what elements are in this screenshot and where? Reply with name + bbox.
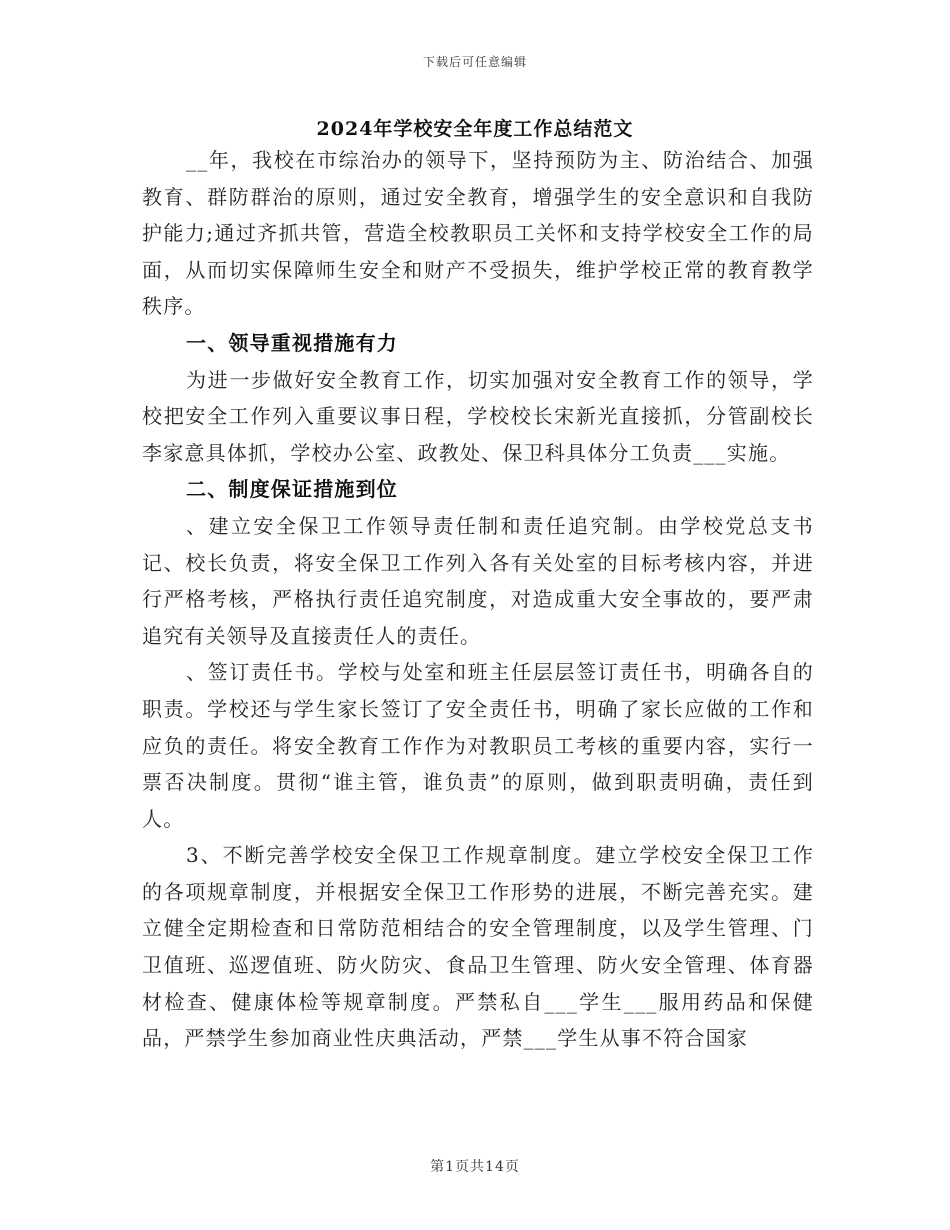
section-2-item-3-paragraph: 3、不断完善学校安全保卫工作规章制度。建立学校安全保卫工作的各项规章制度，并根据安全保卫工作形势的进展，不断完善充实。建立健全定期检查和日常防范相结合的安全管理制度，以及学生管理、门卫值班、巡逻值班、防火防灾、食品卫生管理、防火安全管理、体育器材检查、健康体检等规章制度。严禁私自___学生___服用药品和保健品，严禁学生参加商业性庆典活动，严禁___学生从事不符合国家 [142, 843, 814, 1051]
section-heading-2: 二、制度保证措施到位 [186, 477, 398, 502]
document-title: 2024年学校安全年度工作总结范文 [316, 118, 634, 140]
section-2-item-2-paragraph: 、签订责任书。学校与处室和班主任层层签订责任书，明确各自的职责。学校还与学生家长签订了安全责任书，明确了家长应做的工作和应负的责任。将安全教育工作作为对教职员工考核的重要内容，实行一票否决制度。贯彻“谁主管，谁负责”的原则，做到职责明确，责任到人。 [142, 660, 814, 831]
document-body [142, 142, 814, 1057]
intro-paragraph: __年，我校在市综治办的领导下，坚持预防为主、防治结合、加强教育、群防群治的原则，通过安全教育，增强学生的安全意识和自我防护能力;通过齐抓共管，营造全校教职员工关怀和支持学校安全工作的局面，从而切实保障师生安全和财产不受损失，维护学校正常的教育教学秩序。 [142, 148, 814, 319]
section-1-paragraph: 为进一步做好安全教育工作，切实加强对安全教育工作的领导，学校把安全工作列入重要议事日程，学校校长宋新光直接抓，分管副校长李家意具体抓，学校办公室、政教处、保卫科具体分工负责___实施。 [142, 367, 814, 465]
header-note: 下载后可任意编辑 [422, 55, 527, 69]
section-2-item-1-paragraph: 、建立安全保卫工作领导责任制和责任追究制。由学校党总支书记、校长负责，将安全保卫工作列入各有关处室的目标考核内容，并进行严格考核，严格执行责任追究制度，对造成重大安全事故的，要严肃追究有关领导及直接责任人的责任。 [142, 513, 814, 648]
page-footer: 第1页共14页 [430, 1159, 520, 1175]
section-heading-1: 一、领导重视措施有力 [186, 330, 398, 355]
